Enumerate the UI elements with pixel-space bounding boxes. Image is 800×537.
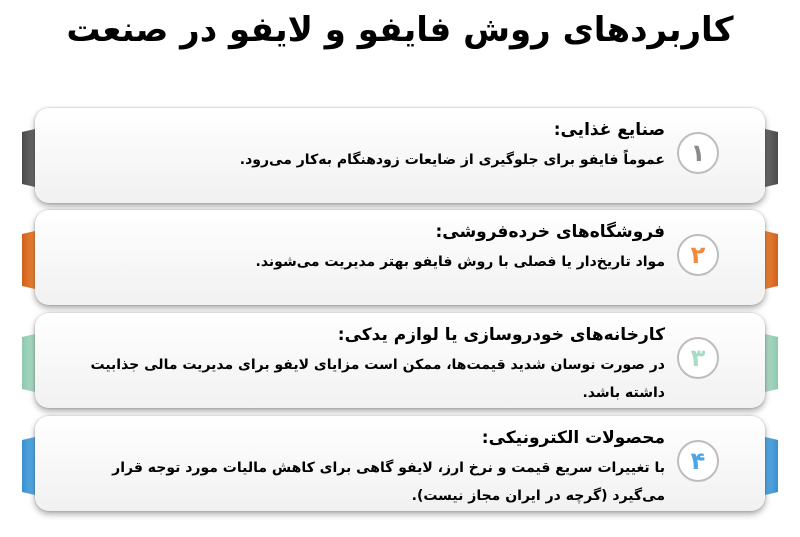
card-heading: کارخانه‌های خودروسازی یا لوازم یدکی: bbox=[337, 325, 665, 345]
card bbox=[35, 210, 765, 305]
card-body: با تغییرات سریع قیمت و نرخ ارز، لایفو گاهی برای کاهش مالیات مورد توجه قرار می‌گیرد (گرچه در ایران مجاز نیست). bbox=[112, 460, 665, 504]
card-text bbox=[63, 222, 665, 276]
card-heading: صنایع غذایی: bbox=[553, 120, 665, 140]
page-title: کاربردهای روش فایفو و لایفو در صنعت bbox=[66, 10, 734, 50]
card-body: مواد تاریخ‌دار یا فصلی با روش فایفو بهتر مدیریت می‌شوند. bbox=[255, 254, 665, 270]
card bbox=[35, 416, 765, 511]
step-number-badge: ۴ bbox=[677, 440, 719, 482]
list-item bbox=[22, 416, 778, 516]
card-heading: محصولات الکترونیکی: bbox=[481, 428, 665, 448]
list-item bbox=[22, 108, 778, 208]
card-body: عموماً فایفو برای جلوگیری از ضایعات زودهنگام به‌کار می‌رود. bbox=[239, 152, 665, 168]
card-heading: فروشگاه‌های خرده‌فروشی: bbox=[435, 222, 665, 242]
card-text bbox=[63, 428, 665, 510]
card-text bbox=[63, 120, 665, 174]
card bbox=[35, 108, 765, 203]
card-text bbox=[63, 325, 665, 407]
list-item bbox=[22, 313, 778, 413]
card-body: در صورت نوسان شدید قیمت‌ها، ممکن است مزایای لایفو برای مدیریت مالی جذابیت داشته باشد. bbox=[90, 357, 665, 401]
step-number-badge: ۱ bbox=[677, 132, 719, 174]
list-item bbox=[22, 210, 778, 310]
step-number-badge: ۲ bbox=[677, 234, 719, 276]
card bbox=[35, 313, 765, 408]
step-number-badge: ۳ bbox=[677, 337, 719, 379]
